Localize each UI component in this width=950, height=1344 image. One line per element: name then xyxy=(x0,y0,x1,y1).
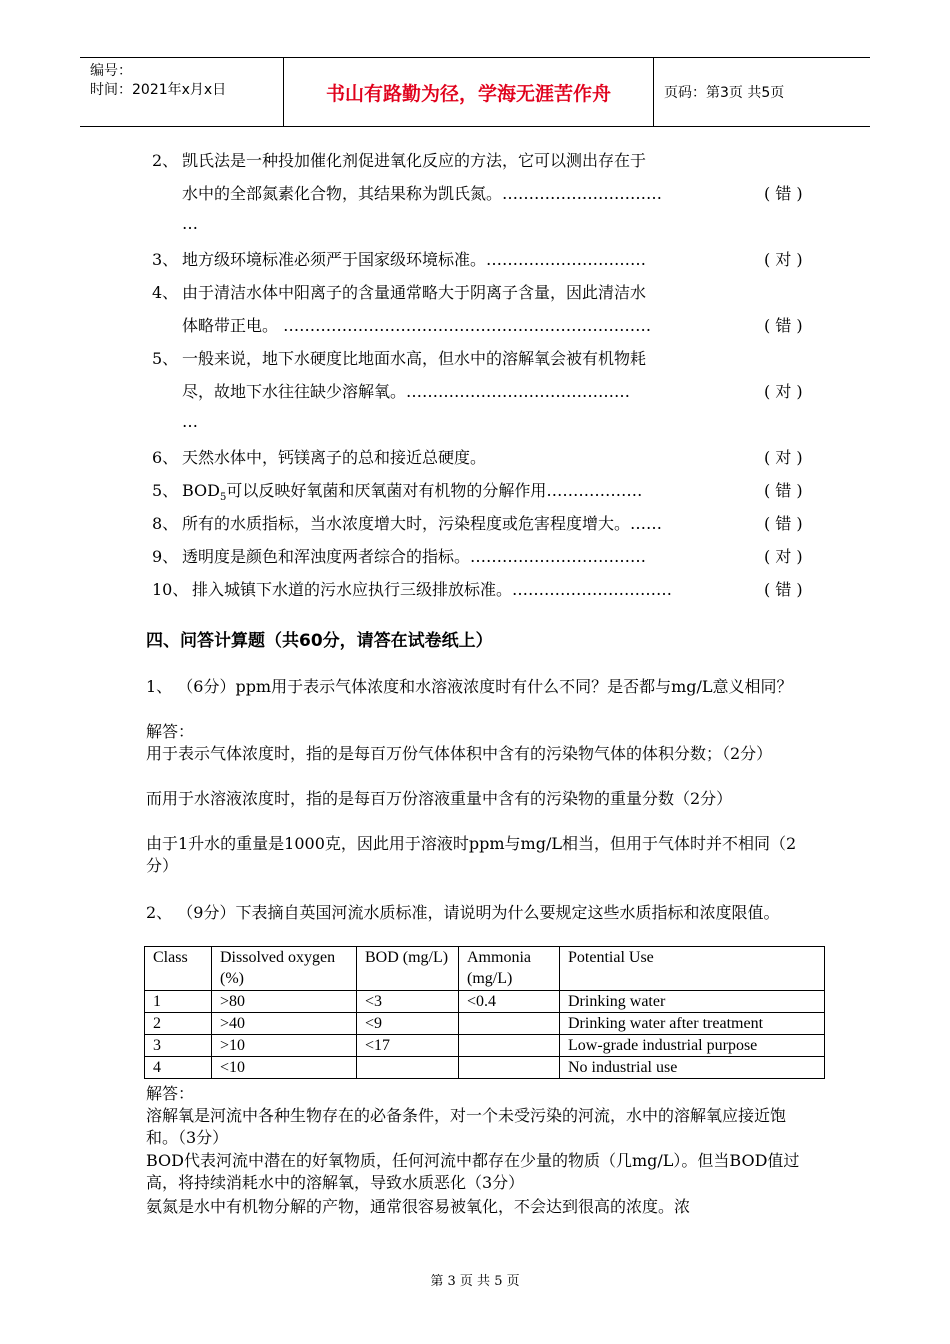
section-title: 四、问答计算题（共60分，请答在试卷纸上） xyxy=(146,631,493,651)
q2-para2: BOD代表河流中潜在的好氧物质，任何河流中都存在少量的物质（几mg/L）。但当BOD值过高，将持续消耗水中的溶解氧，导致水质恶化（3分） xyxy=(146,1151,800,1192)
tf-text: 水中的全部氮素化合物，其结果称为凯氏氮。………………………… xyxy=(182,184,663,203)
table-cell: >80 xyxy=(212,991,357,1013)
tf-text: 可以反映好氧菌和厌氧菌对有机物的分解作用……………… xyxy=(226,481,643,500)
tf-text: 地方级环境标准必须严于国家级环境标准。………………………… xyxy=(182,250,647,269)
q2-para3: 氨氮是水中有机物分解的产物，通常很容易被氧化，不会达到很高的浓度。浓 xyxy=(146,1197,691,1216)
q2-para1: 溶解氧是河流中各种生物存在的必备条件，对一个未受污染的河流，水中的溶解氧应接近饱和。（3分） xyxy=(146,1106,787,1147)
tf-text: 尽，故地下水往往缺少溶解氧。…………………………………… xyxy=(182,382,631,401)
tf-text: 由于清洁水体中阳离子的含量通常略大于阴离子含量，因此清洁水 xyxy=(182,283,647,302)
table-cell: <3 xyxy=(357,991,459,1013)
q2-answer-label: 解答： xyxy=(146,1084,195,1103)
header-page-info: 页码：第3页 共5页 xyxy=(664,85,785,101)
header-motto: 书山有路勤为径，学海无涯苦作舟 xyxy=(284,58,654,126)
table-row xyxy=(145,1013,825,1035)
table-cell: <9 xyxy=(357,1013,459,1035)
tf-text: 所有的水质指标，当水浓度增大时，污染程度或危害程度增大。…… xyxy=(182,514,663,533)
tf-number: 2、 xyxy=(152,151,179,170)
tf-text: 透明度是颜色和浑浊度两者综合的指标。…………………………… xyxy=(182,547,647,566)
table-row xyxy=(145,991,825,1013)
table-cell xyxy=(459,1013,560,1035)
page-footer: 第 3 页 共 5 页 xyxy=(430,1274,520,1289)
table-header-row xyxy=(145,947,825,991)
tf-number: 8、 xyxy=(152,514,179,533)
table-cell: No industrial use xyxy=(560,1057,825,1079)
q1-para2: 而用于水溶液浓度时，指的是每百万份溶液重量中含有的污染物的重量分数（2分） xyxy=(146,789,733,808)
tf-number: 5、 xyxy=(152,481,179,500)
header-meta xyxy=(80,58,284,126)
tf-text-bod xyxy=(182,478,642,503)
header-cell: Class xyxy=(145,947,212,991)
bod-label: BOD xyxy=(182,481,220,500)
header-cell: BOD (mg/L) xyxy=(357,947,459,991)
table-cell: >10 xyxy=(212,1035,357,1057)
q1-para3: 由于1升水的重量是1000克，因此用于溶液时ppm与mg/L相当，但用于气体时并不相同（2分） xyxy=(146,834,797,875)
tf-answer: ( 对 ) xyxy=(764,547,803,566)
tf-number: 6、 xyxy=(152,448,179,467)
table-cell: 1 xyxy=(145,991,212,1013)
table-cell: 2 xyxy=(145,1013,212,1035)
table-cell: <0.4 xyxy=(459,991,560,1013)
tf-answer: ( 错 ) xyxy=(764,514,803,533)
page-header xyxy=(80,57,870,127)
bod-subscript: 5 xyxy=(220,492,227,504)
table-row xyxy=(145,1057,825,1079)
table-cell: Drinking water after treatment xyxy=(560,1013,825,1035)
tf-number: 10、 xyxy=(152,580,189,599)
tf-answer: ( 错 ) xyxy=(764,481,803,500)
tf-number: 5、 xyxy=(152,349,179,368)
tf-number: 3、 xyxy=(152,250,179,269)
serial-label: 编号： xyxy=(90,63,132,79)
tf-answer: ( 错 ) xyxy=(764,316,803,335)
table-cell: >40 xyxy=(212,1013,357,1035)
header-cell: Dissolved oxygen (%) xyxy=(212,947,357,991)
header-cell: Potential Use xyxy=(560,947,825,991)
tf-answer: ( 错 ) xyxy=(764,184,803,203)
time-label: 时间：2021年x月x日 xyxy=(90,82,227,98)
tf-answer: ( 对 ) xyxy=(764,382,803,401)
tf-text: … xyxy=(182,412,198,431)
table-cell: <10 xyxy=(212,1057,357,1079)
table-cell xyxy=(357,1057,459,1079)
tf-text: 天然水体中，钙镁离子的总和接近总硬度。 xyxy=(182,448,487,467)
table-cell: 3 xyxy=(145,1035,212,1057)
table-cell: Low-grade industrial purpose xyxy=(560,1035,825,1057)
table-row xyxy=(145,1035,825,1057)
tf-text: 一般来说，地下水硬度比地面水高，但水中的溶解氧会被有机物耗 xyxy=(182,349,647,368)
tf-number: 4、 xyxy=(152,283,179,302)
table-cell xyxy=(459,1035,560,1057)
q1-para1: 用于表示气体浓度时，指的是每百万份气体体积中含有的污染物气体的体积分数；（2分） xyxy=(146,744,773,763)
tf-answer: ( 错 ) xyxy=(764,580,803,599)
table-cell: Drinking water xyxy=(560,991,825,1013)
tf-text: … xyxy=(182,214,198,233)
tf-number: 9、 xyxy=(152,547,179,566)
table-cell: <17 xyxy=(357,1035,459,1057)
table-cell: 4 xyxy=(145,1057,212,1079)
tf-answer: ( 对 ) xyxy=(764,448,803,467)
q1-question: 1、 （6分）ppm用于表示气体浓度和水溶液浓度时有什么不同？是否都与mg/L意义相同？ xyxy=(146,677,793,696)
tf-text: 体略带正电。 …………………………………………………………… xyxy=(182,316,652,335)
q1-answer-label: 解答： xyxy=(146,722,195,741)
header-cell: Ammonia (mg/L) xyxy=(459,947,560,991)
q2-question: 2、 （9分）下表摘自英国河流水质标准，请说明为什么要规定这些水质指标和浓度限值。 xyxy=(146,903,780,922)
table-cell xyxy=(459,1057,560,1079)
tf-text: 凯氏法是一种投加催化剂促进氧化反应的方法，它可以测出存在于 xyxy=(182,151,647,170)
tf-text: 排入城镇下水道的污水应执行三级排放标准。………………………… xyxy=(192,580,673,599)
water-quality-table xyxy=(144,946,825,1079)
tf-answer: ( 对 ) xyxy=(764,250,803,269)
